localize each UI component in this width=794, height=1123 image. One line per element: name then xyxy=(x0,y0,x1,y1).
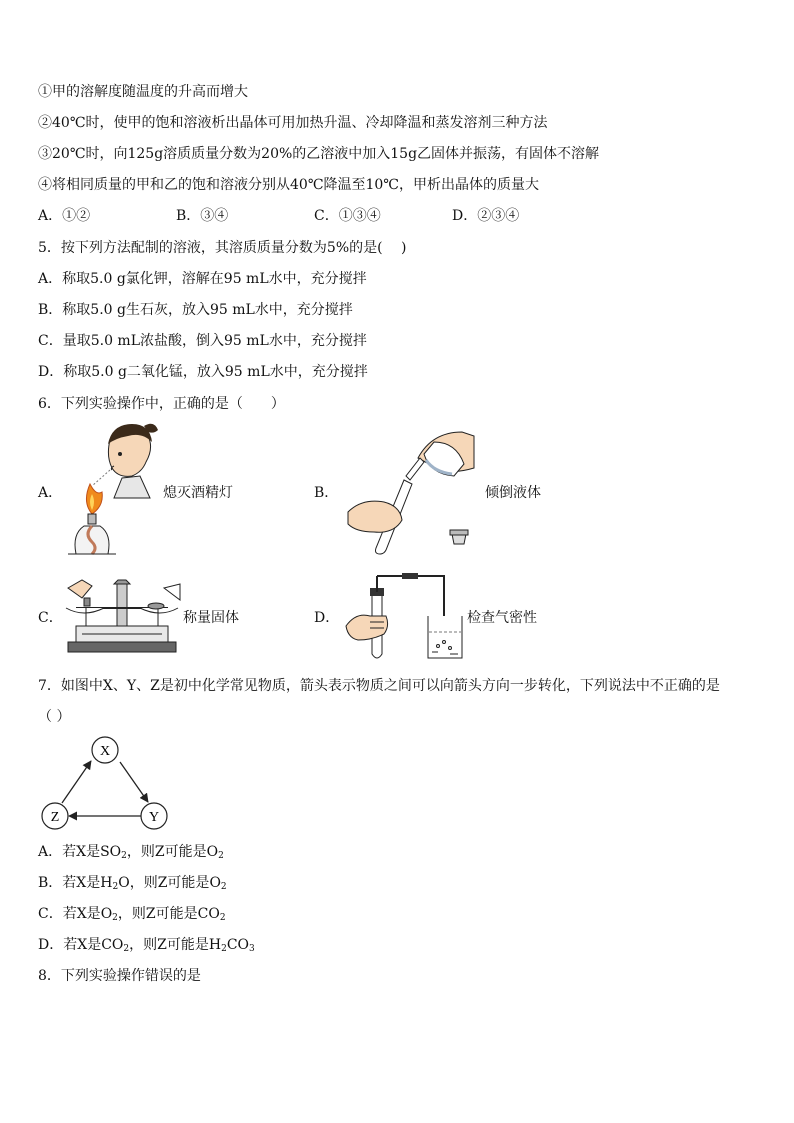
q7-option-d[interactable]: D．若X是$CO_2$，则Z可能是$H_2CO_3$ xyxy=(38,937,255,954)
q4-statement-1: ①甲的溶解度随温度的升高而增大 xyxy=(38,84,248,100)
q7-option-c[interactable]: C．若X是$O_2$，则Z可能是$CO_2$ xyxy=(38,906,226,923)
q6-option-d-letter[interactable]: D． xyxy=(314,610,340,626)
q7-option-b[interactable]: B．若X是$H_2O$，则Z可能是$O_2$ xyxy=(38,875,227,892)
q5-option-a[interactable]: A．称取5.0 g氯化钾，溶解在95 mL水中，充分搅拌 xyxy=(38,271,367,287)
node-z-label: Z xyxy=(50,810,60,825)
q6-option-b-caption: 倾倒液体 xyxy=(485,485,541,501)
q7-option-a[interactable]: A．若X是$SO_2$，则Z可能是$O_2$ xyxy=(38,844,224,861)
q7-stem: 7．如图中X、Y、Z是初中化学常见物质，箭头表示物质之间可以向箭头方向一步转化，下列说法中不正确的是 xyxy=(38,678,720,694)
q6-option-c-letter[interactable]: C． xyxy=(38,610,63,626)
alcohol-lamp-blowing-icon xyxy=(62,422,162,562)
q4-options xyxy=(38,207,738,225)
q6-option-a-caption: 熄灭酒精灯 xyxy=(163,485,233,501)
q4-option-c[interactable]: C．①③④ xyxy=(314,208,381,224)
q6-option-a-letter[interactable]: A． xyxy=(38,485,63,501)
q6-option-d-caption: 检查气密性 xyxy=(467,610,537,626)
arrow-z-to-x xyxy=(62,761,91,803)
q6-stem: 6．下列实验操作中，正确的是（ ） xyxy=(38,396,285,412)
q4-statement-2: ②40℃时，使甲的饱和溶液析出晶体可用加热升温、冷却降温和蒸发溶剂三种方法 xyxy=(38,115,548,131)
q5-option-b[interactable]: B．称取5.0 g生石灰，放入95 mL水中，充分搅拌 xyxy=(38,302,353,318)
q6-option-b-letter[interactable]: B． xyxy=(314,485,339,501)
q5-option-d[interactable]: D．称取5.0 g二氧化锰，放入95 mL水中，充分搅拌 xyxy=(38,364,368,380)
pouring-liquid-icon xyxy=(344,428,484,558)
node-y-label: Y xyxy=(148,810,160,825)
q4-option-b[interactable]: B．③④ xyxy=(176,208,229,224)
q5-stem: 5．按下列方法配制的溶液，其溶质质量分数为5%的是( ) xyxy=(38,240,407,256)
node-x-label: X xyxy=(99,744,111,759)
q6-option-c-caption: 称量固体 xyxy=(183,610,239,626)
q4-statement-4: ④将相同质量的甲和乙的饱和溶液分别从40℃降温至10℃，甲析出晶体的质量大 xyxy=(38,177,539,193)
q4-option-d[interactable]: D．②③④ xyxy=(452,208,520,224)
q5-option-c[interactable]: C．量取5.0 mL浓盐酸，倒入95 mL水中，充分搅拌 xyxy=(38,333,367,349)
q4-statement-3: ③20℃时，向125g溶质质量分数为20%的乙溶液中加入15g乙固体并振荡，有固体不溶解 xyxy=(38,146,600,162)
q7-paren: （ ） xyxy=(38,709,71,725)
balance-scale-icon xyxy=(62,578,182,656)
airtightness-check-icon xyxy=(344,570,468,662)
q4-option-a[interactable]: A．①② xyxy=(38,208,91,224)
q8-stem: 8．下列实验操作错误的是 xyxy=(38,968,201,984)
xyz-conversion-diagram xyxy=(38,736,178,832)
arrow-x-to-y xyxy=(120,762,148,802)
